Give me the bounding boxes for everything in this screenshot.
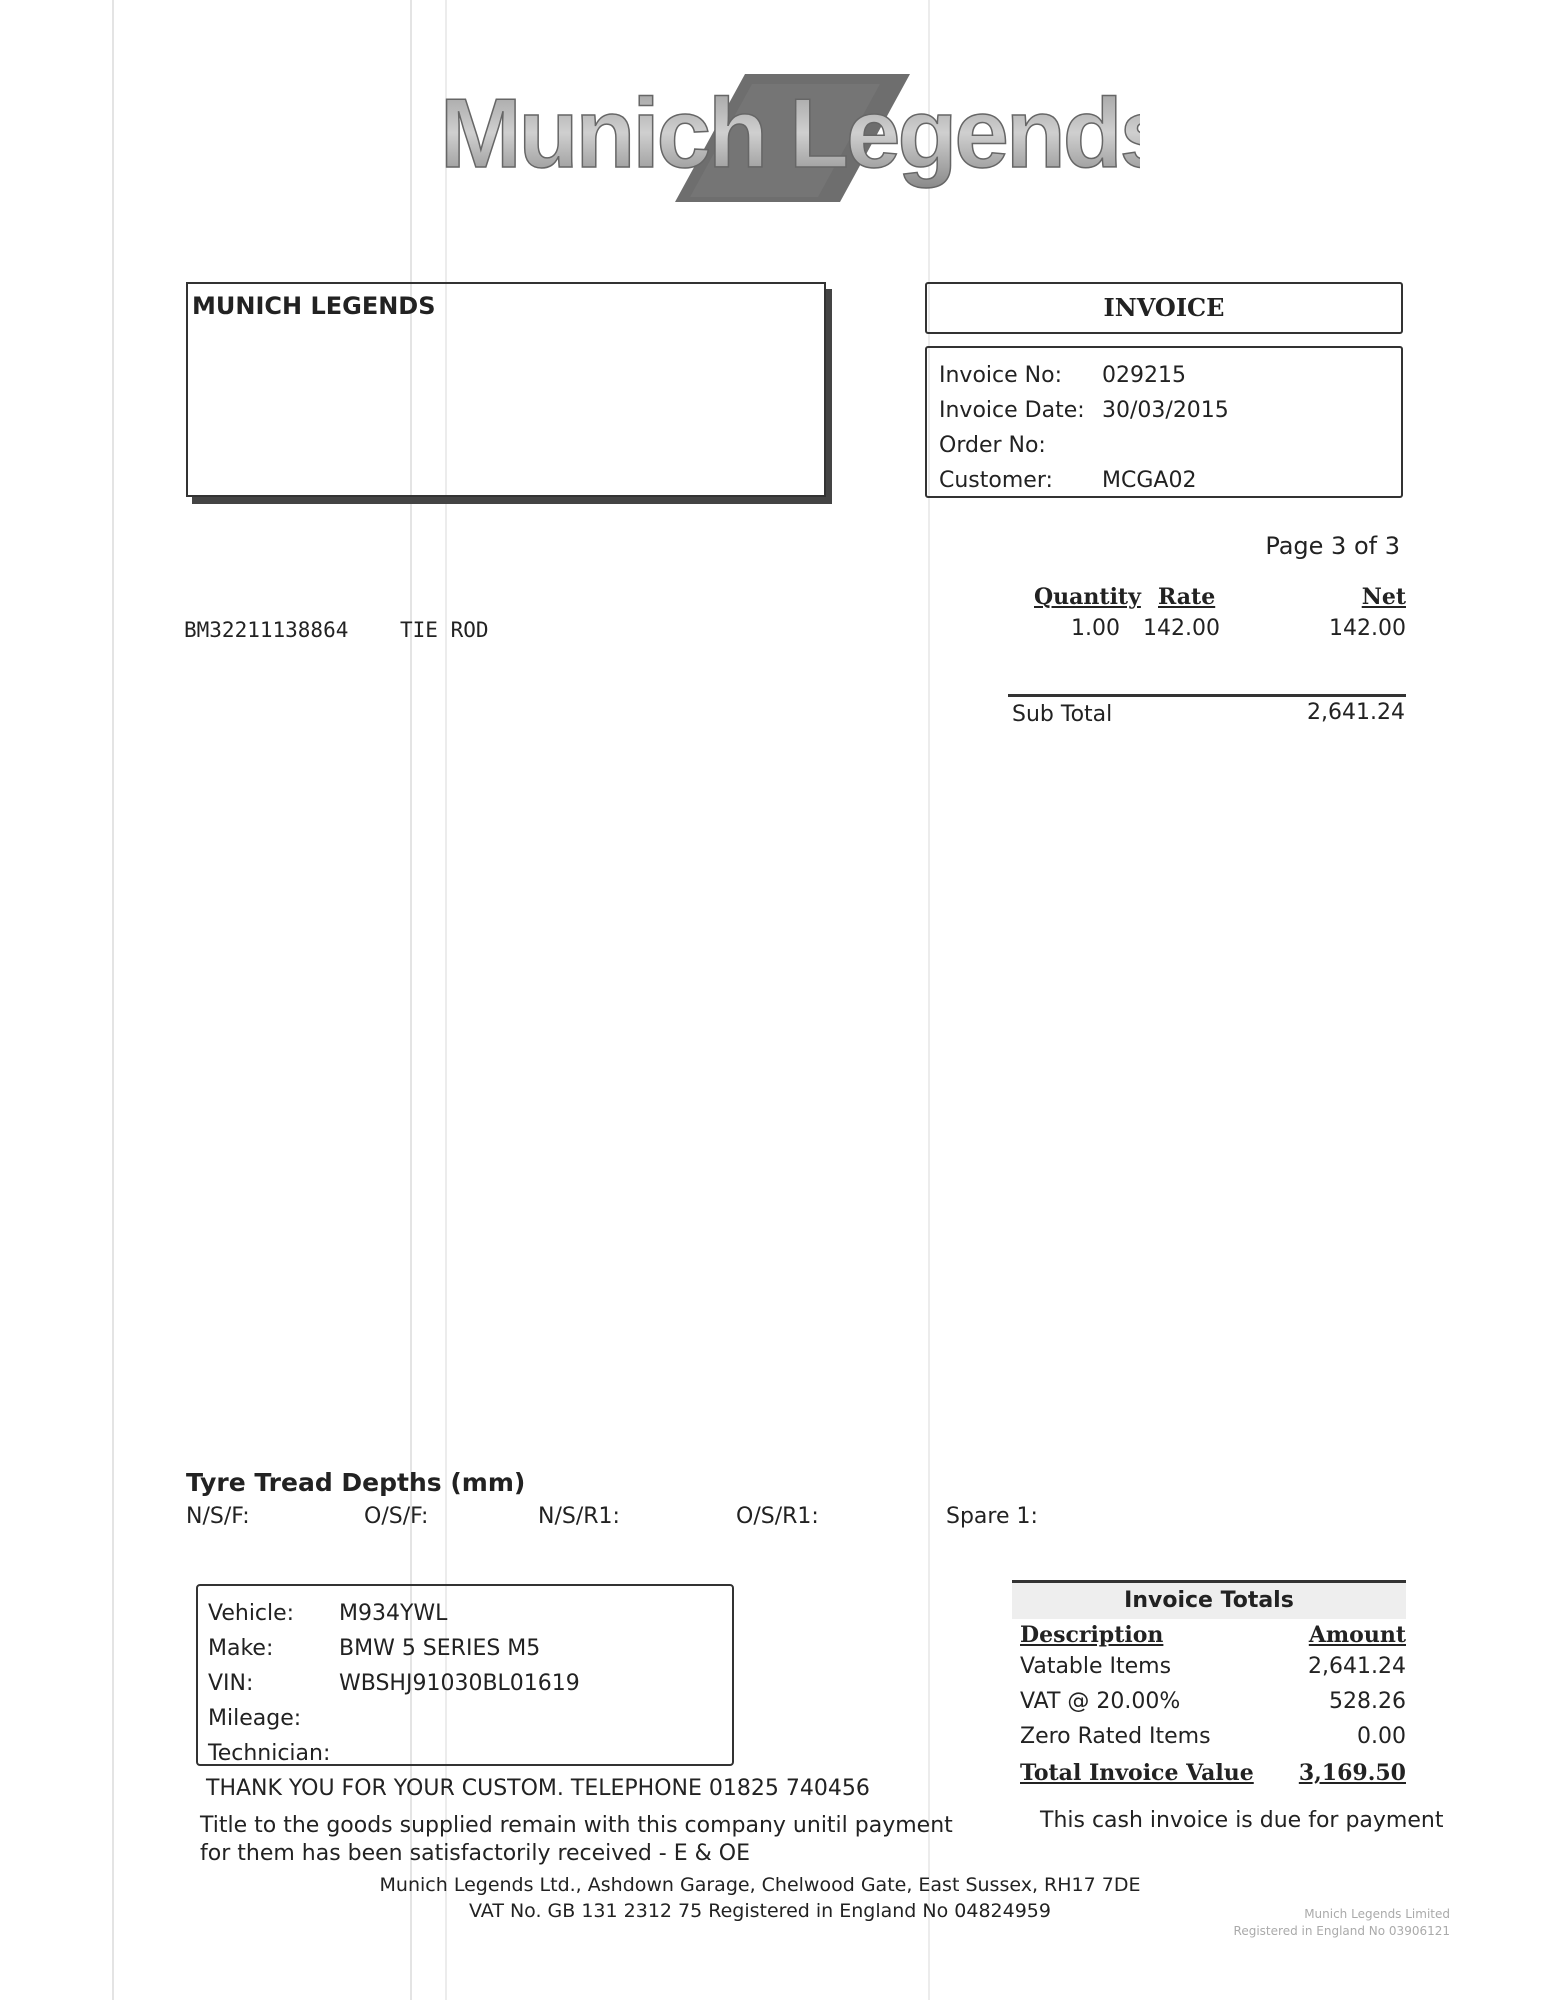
cash-invoice-note: This cash invoice is due for payment (1040, 1808, 1444, 1833)
footer (330, 1872, 1190, 1924)
make-row (208, 1631, 722, 1666)
order-no-row (939, 428, 1389, 463)
invoice-info-box (925, 346, 1403, 498)
part-description: TIE ROD (400, 618, 489, 642)
rate-header: Rate (1158, 584, 1216, 610)
item-net: 142.00 (1329, 616, 1406, 641)
quantity-header: Quantity (1034, 584, 1141, 610)
scan-artifact-line (112, 0, 114, 2000)
technician-row (208, 1736, 722, 1771)
subtotal-label: Sub Total (1012, 702, 1113, 727)
invoice-date-row (939, 393, 1389, 428)
part-number: BM32211138864 (184, 618, 349, 642)
tyre-osr1-label: O/S/R1: (736, 1504, 819, 1529)
subtotal-divider (1008, 694, 1406, 697)
invoice-no-value: 029215 (1102, 363, 1186, 388)
subtotal-value: 2,641.24 (1307, 700, 1405, 725)
vin-label: VIN: (208, 1671, 254, 1696)
tyre-nsf-label: N/S/F: (186, 1504, 250, 1529)
company-logo (440, 62, 1140, 212)
thank-you-note: THANK YOU FOR YOUR CUSTOM. TELEPHONE 01825 740456 (206, 1776, 870, 1801)
mileage-row (208, 1701, 722, 1736)
net-header: Net (1361, 584, 1406, 610)
mileage-label: Mileage: (208, 1706, 302, 1731)
page-indicator: Page 3 of 3 (1265, 532, 1400, 560)
vehicle-row (208, 1596, 722, 1631)
tyre-nsr1-label: N/S/R1: (538, 1504, 620, 1529)
company-logo-graphic (440, 62, 1140, 212)
vin-row (208, 1666, 722, 1701)
vehicle-value: M934YWL (339, 1601, 448, 1626)
order-no-label: Order No: (939, 433, 1046, 458)
customer-value: MCGA02 (1102, 468, 1197, 493)
invoice-totals-title: Invoice Totals (1012, 1580, 1406, 1619)
title-of-goods-note: Title to the goods supplied remain with this company unitil payment for them has been satisfactorily received - E & OE (200, 1813, 953, 1866)
zero-rated-value: 0.00 (1357, 1724, 1406, 1749)
invoice-title: INVOICE (925, 282, 1403, 334)
footer-address: Munich Legends Ltd., Ashdown Garage, Chelwood Gate, East Sussex, RH17 7DE (379, 1874, 1141, 1896)
registration-stamp-line1: Munich Legends Limited (1304, 1907, 1450, 1921)
customer-row (939, 463, 1389, 498)
total-invoice-value: 3,169.50 (1298, 1760, 1406, 1786)
registration-stamp (1210, 1906, 1450, 1940)
totals-description-header: Description (1020, 1622, 1164, 1648)
item-quantity: 1.00 (1071, 616, 1120, 641)
invoice-date-label: Invoice Date: (939, 398, 1085, 423)
tyre-spare-label: Spare 1: (946, 1504, 1038, 1529)
company-name: MUNICH LEGENDS (192, 292, 436, 320)
vat-value: 528.26 (1329, 1689, 1406, 1714)
item-rate: 142.00 (1143, 616, 1220, 641)
zero-rated-label: Zero Rated Items (1020, 1724, 1211, 1749)
tyre-tread-title: Tyre Tread Depths (mm) (186, 1468, 526, 1497)
customer-label: Customer: (939, 468, 1053, 493)
vatable-items-label: Vatable Items (1020, 1654, 1172, 1679)
registration-stamp-line2: Registered in England No 03906121 (1233, 1924, 1450, 1938)
invoice-date-value: 30/03/2015 (1102, 398, 1229, 423)
technician-label: Technician: (208, 1741, 331, 1766)
vat-label: VAT @ 20.00% (1020, 1689, 1181, 1714)
invoice-no-label: Invoice No: (939, 363, 1062, 388)
total-invoice-label: Total Invoice Value (1020, 1760, 1254, 1786)
vehicle-details-box (196, 1584, 734, 1766)
vehicle-label: Vehicle: (208, 1601, 295, 1626)
vin-value: WBSHJ91030BL01619 (339, 1671, 580, 1696)
vatable-items-value: 2,641.24 (1308, 1654, 1406, 1679)
make-value: BMW 5 SERIES M5 (339, 1636, 541, 1661)
make-label: Make: (208, 1636, 274, 1661)
invoice-no-row (939, 358, 1389, 393)
footer-registration: VAT No. GB 131 2312 75 Registered in England No 04824959 (469, 1900, 1051, 1922)
tyre-osf-label: O/S/F: (364, 1504, 429, 1529)
totals-amount-header: Amount (1308, 1622, 1406, 1648)
logo-text: Munich Legends (440, 78, 1140, 188)
company-address-box (186, 282, 826, 497)
